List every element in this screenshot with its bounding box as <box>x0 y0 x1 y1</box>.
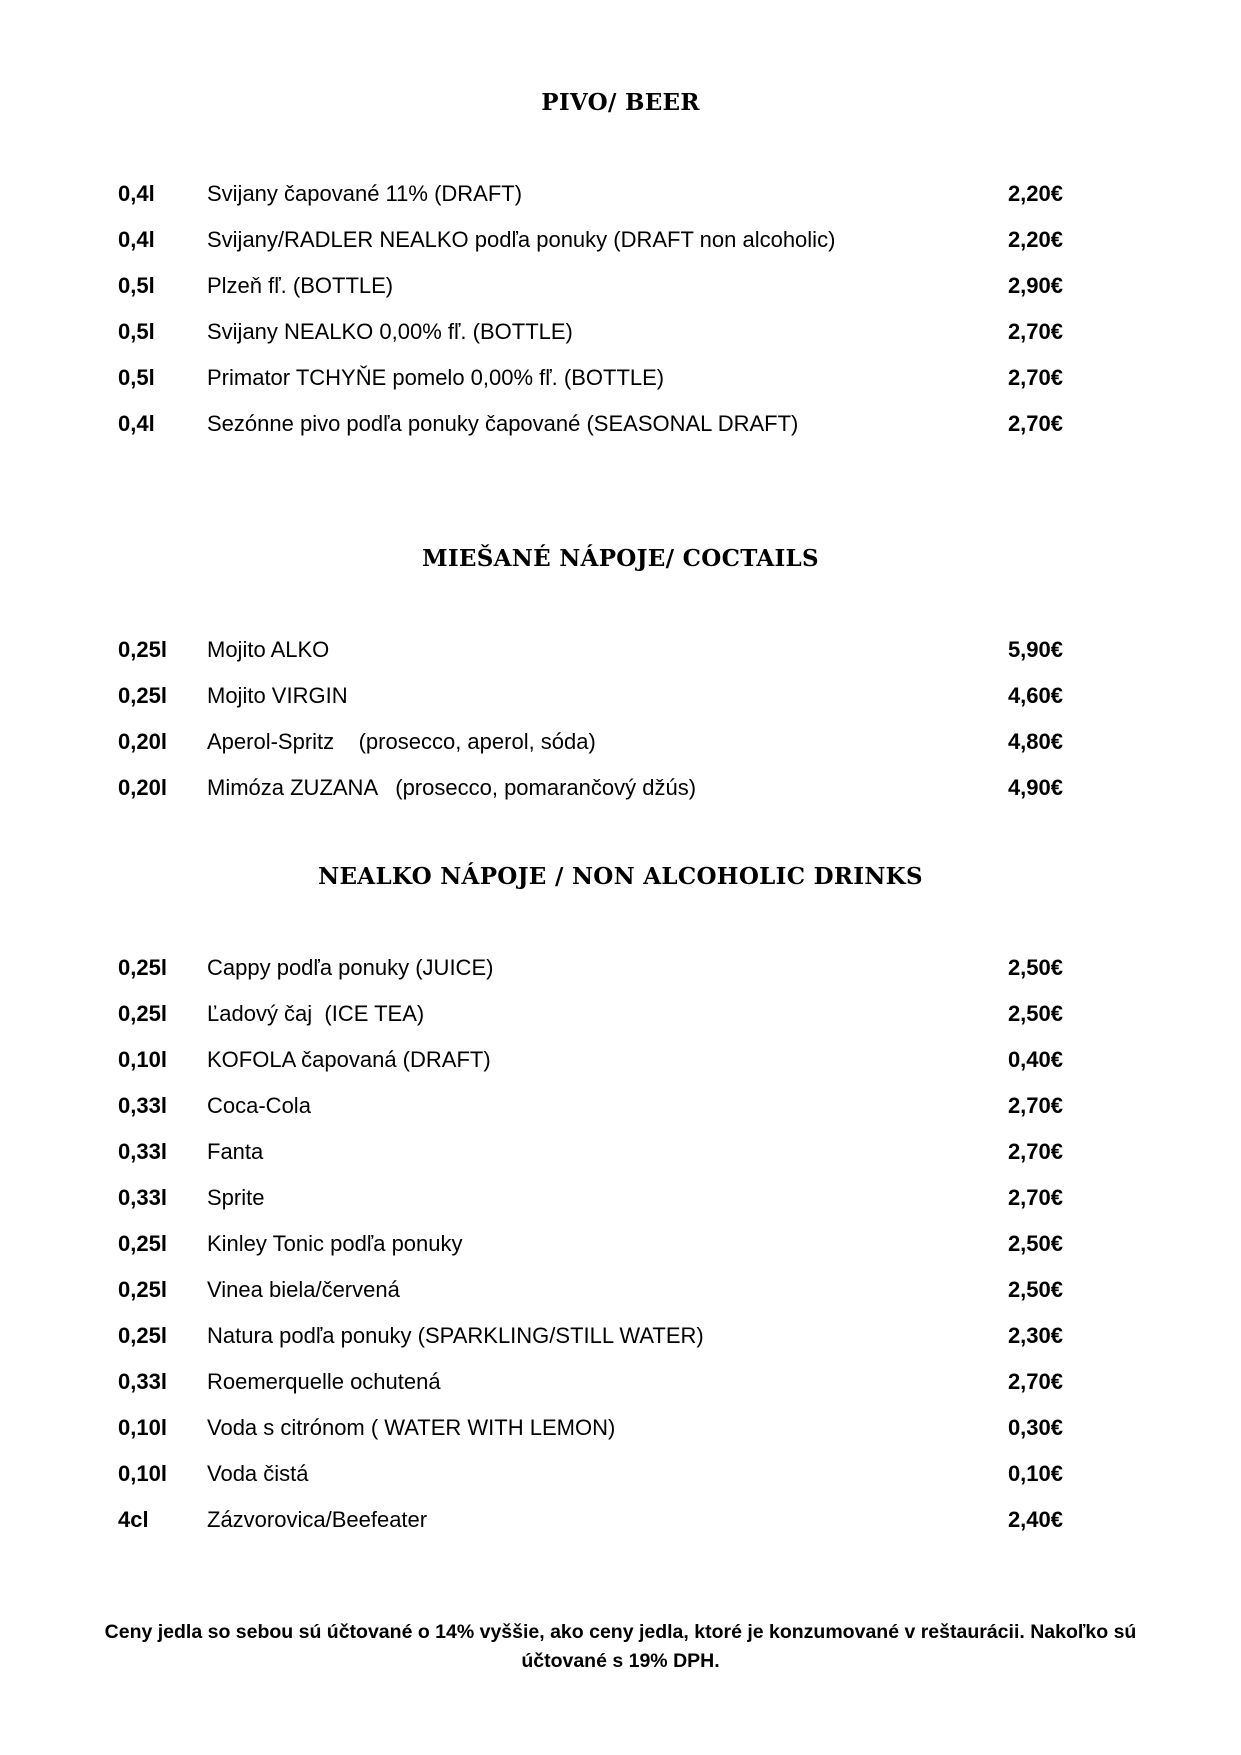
item-price: 2,40€ <box>1007 1507 1063 1532</box>
section-title-non-alcoholic: NEALKO NÁPOJE / NON ALCOHOLIC DRINKS <box>318 863 923 890</box>
item-price: 0,30€ <box>1007 1415 1063 1440</box>
list-item <box>0 1139 1241 1185</box>
item-name: Voda čistá <box>207 1461 309 1486</box>
item-volume: 0,4l <box>118 411 155 436</box>
item-price: 4,90€ <box>1007 775 1063 800</box>
item-volume: 0,20l <box>118 775 167 800</box>
item-price: 5,90€ <box>1007 637 1063 662</box>
item-price: 4,60€ <box>1007 683 1063 708</box>
section-title-beer: PIVO/ BEER <box>541 89 700 116</box>
item-name: Fanta <box>207 1139 264 1164</box>
item-price: 2,70€ <box>1007 1139 1063 1164</box>
item-name: Plzeň fľ. (BOTTLE) <box>207 273 394 298</box>
item-price: 2,50€ <box>1007 1231 1063 1256</box>
item-volume: 0,25l <box>118 637 167 662</box>
list-item <box>0 1231 1241 1277</box>
list-item <box>0 1323 1241 1369</box>
item-volume: 0,10l <box>118 1461 167 1486</box>
section-title-cocktails: MIEŠANÉ NÁPOJE/ COCTAILS <box>422 545 819 572</box>
item-name: Cappy podľa ponuky (JUICE) <box>207 955 494 980</box>
item-name: Sezónne pivo podľa ponuky čapované (SEASONAL DRAFT) <box>207 411 799 436</box>
list-item <box>0 1461 1241 1507</box>
item-price: 2,50€ <box>1007 1001 1063 1026</box>
item-name: Sprite <box>207 1185 265 1210</box>
item-price: 2,20€ <box>1007 227 1063 252</box>
item-name: Zázvorovica/Beefeater <box>207 1507 428 1532</box>
item-volume: 0,4l <box>118 181 155 206</box>
non-alcoholic-list <box>0 955 1241 1553</box>
item-name: Aperol-Spritz (prosecco, aperol, sóda) <box>207 729 596 754</box>
item-name: Mimóza ZUZANA (prosecco, pomarančový džús) <box>207 775 697 800</box>
list-item <box>0 227 1241 273</box>
item-price: 2,30€ <box>1007 1323 1063 1348</box>
item-name: KOFOLA čapovaná (DRAFT) <box>207 1047 491 1072</box>
item-price: 2,20€ <box>1007 181 1063 206</box>
list-item <box>0 411 1241 457</box>
item-volume: 0,5l <box>118 319 155 344</box>
list-item <box>0 1507 1241 1553</box>
list-item <box>0 1415 1241 1461</box>
item-volume: 0,25l <box>118 1231 167 1256</box>
item-price: 2,70€ <box>1007 319 1063 344</box>
item-name: Svijany/RADLER NEALKO podľa ponuky (DRAFT non alcoholic) <box>207 227 836 252</box>
list-item <box>0 1093 1241 1139</box>
item-price: 0,10€ <box>1007 1461 1063 1486</box>
item-name: Vinea biela/červená <box>207 1277 400 1302</box>
item-volume: 0,10l <box>118 1047 167 1072</box>
list-item <box>0 1369 1241 1415</box>
list-item <box>0 1001 1241 1047</box>
item-name: Svijany čapované 11% (DRAFT) <box>207 181 523 206</box>
item-name: Mojito VIRGIN <box>207 683 348 708</box>
item-name: Coca-Cola <box>207 1093 311 1118</box>
list-item <box>0 181 1241 227</box>
list-item <box>0 637 1241 683</box>
item-name: Svijany NEALKO 0,00% fľ. (BOTTLE) <box>207 319 573 344</box>
item-price: 2,70€ <box>1007 1369 1063 1394</box>
item-price: 0,40€ <box>1007 1047 1063 1072</box>
item-volume: 0,33l <box>118 1139 167 1164</box>
item-name: Natura podľa ponuky (SPARKLING/STILL WATER) <box>207 1323 704 1348</box>
list-item <box>0 729 1241 775</box>
item-volume: 0,10l <box>118 1415 167 1440</box>
item-price: 2,70€ <box>1007 365 1063 390</box>
item-volume: 0,33l <box>118 1093 167 1118</box>
item-volume: 0,25l <box>118 1323 167 1348</box>
list-item <box>0 319 1241 365</box>
price-note-line-2: účtované s 19% DPH. <box>521 1650 720 1672</box>
price-note <box>80 1618 1161 1676</box>
beer-list <box>0 181 1241 457</box>
item-volume: 0,33l <box>118 1185 167 1210</box>
item-volume: 0,25l <box>118 1277 167 1302</box>
item-volume: 0,4l <box>118 227 155 252</box>
cocktails-list <box>0 637 1241 821</box>
price-note-line-1: Ceny jedla so sebou sú účtované o 14% vyššie, ako ceny jedla, ktoré je konzumované v reštaurácii. Nakoľko sú <box>104 1621 1137 1643</box>
item-volume: 0,33l <box>118 1369 167 1394</box>
list-item <box>0 273 1241 319</box>
item-name: Mojito ALKO <box>207 637 330 662</box>
item-volume: 0,5l <box>118 365 155 390</box>
item-price: 2,70€ <box>1007 1185 1063 1210</box>
item-name: Kinley Tonic podľa ponuky <box>207 1231 463 1256</box>
item-name: Roemerquelle ochutená <box>207 1369 441 1394</box>
item-price: 4,80€ <box>1007 729 1063 754</box>
item-volume: 0,25l <box>118 955 167 980</box>
item-price: 2,70€ <box>1007 411 1063 436</box>
list-item <box>0 955 1241 1001</box>
item-name: Primator TCHYŇE pomelo 0,00% fľ. (BOTTLE) <box>207 365 665 390</box>
item-volume: 0,5l <box>118 273 155 298</box>
item-price: 2,50€ <box>1007 1277 1063 1302</box>
item-price: 2,90€ <box>1007 273 1063 298</box>
item-volume: 0,25l <box>118 683 167 708</box>
item-volume: 4cl <box>118 1507 149 1532</box>
item-volume: 0,20l <box>118 729 167 754</box>
list-item <box>0 1185 1241 1231</box>
list-item <box>0 775 1241 821</box>
list-item <box>0 1277 1241 1323</box>
item-price: 2,50€ <box>1007 955 1063 980</box>
list-item <box>0 683 1241 729</box>
list-item <box>0 1047 1241 1093</box>
item-price: 2,70€ <box>1007 1093 1063 1118</box>
item-name: Voda s citrónom ( WATER WITH LEMON) <box>207 1415 616 1440</box>
item-name: Ľadový čaj (ICE TEA) <box>207 1001 425 1026</box>
item-volume: 0,25l <box>118 1001 167 1026</box>
list-item <box>0 365 1241 411</box>
